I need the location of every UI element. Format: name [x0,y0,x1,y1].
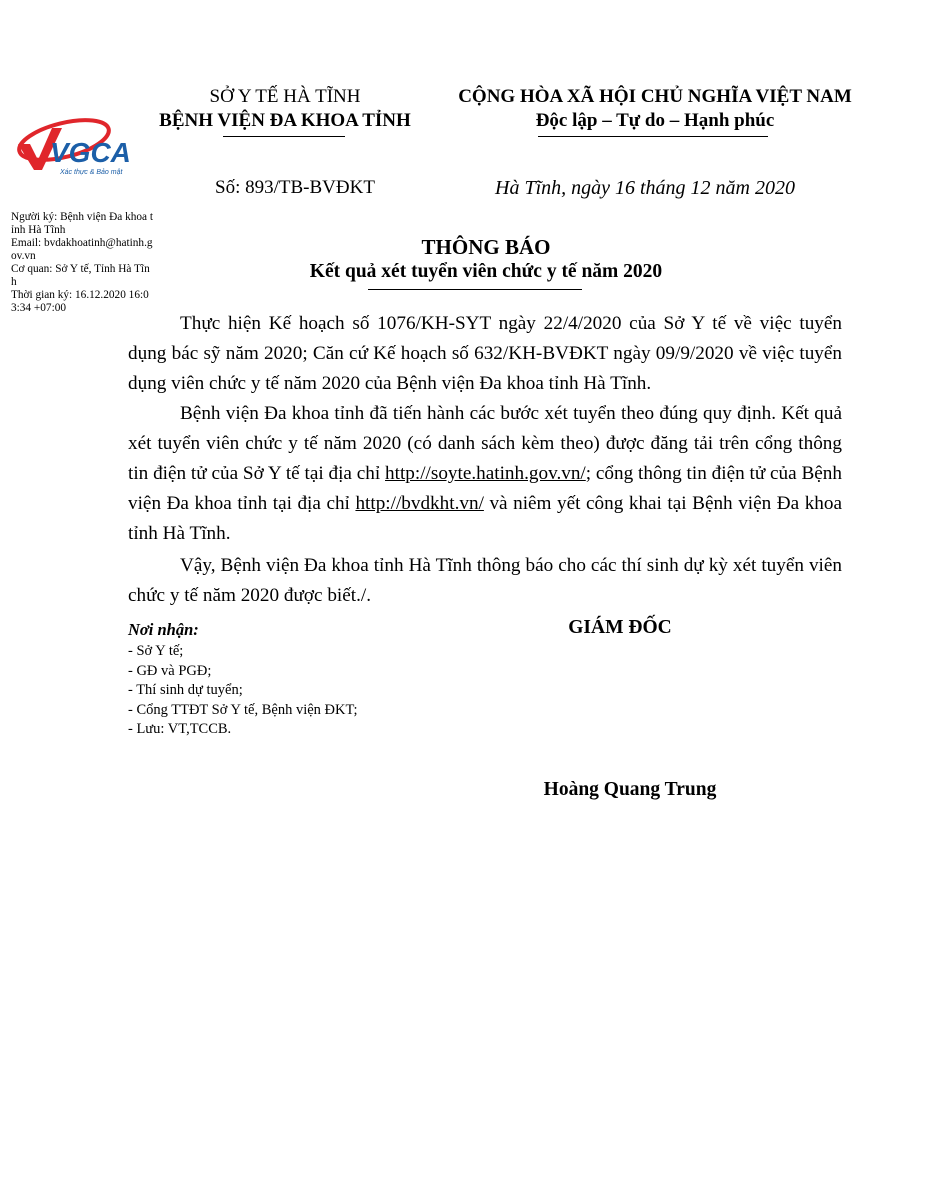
body-text: ; cổng thông tin điện tử của Bệnh viện Đa khoa tỉnh tại địa chỉ [128,463,842,514]
document-number: Số: 893/TB-BVĐKT [215,177,375,198]
signer-line: Người ký: Bệnh viện Đa khoa tỉnh Hà Tĩnh [11,211,153,236]
agency-parent: SỞ Y TẾ HÀ TĨNH [209,86,361,107]
signer-agency: Cơ quan: Sở Y tế, Tỉnh Hà Tĩnh [11,263,150,288]
logo-text: VGCA [50,137,131,168]
national-motto: Độc lập – Tự do – Hạnh phúc [535,110,775,131]
body-paragraph-1: Thực hiện Kế hoạch số 1076/KH-SYT ngày 22/4/2020 của Sở Y tế về việc tuyển dụng bác sỹ năm 2020; Căn cứ Kế hoạch số 632/KH-BVĐKT ngày 09/9/2020 về việc tuyển dụng viên chức y tế năm 2020 của Bệnh viện Đa khoa tỉnh Hà Tĩnh. [128,313,842,394]
recipients-title: Nơi nhận: [128,620,199,639]
signer-name: Hoàng Quang Trung [543,779,717,800]
logo-tagline: Xác thực & Bảo mật [60,169,123,176]
signer-position: GIÁM ĐỐC [568,617,672,638]
national-title: CỘNG HÒA XÃ HỘI CHỦ NGHĨA VIỆT NAM [458,86,852,107]
agency-underline [223,136,345,137]
document-date: Hà Tĩnh, ngày 16 tháng 12 năm 2020 [495,177,795,199]
vgca-logo-icon [12,116,148,178]
soyte-link[interactable]: http://soyte.hatinh.gov.vn/ [385,463,586,484]
subtitle-underline [368,289,582,290]
list-item: - Thí sinh dự tuyển; [128,682,243,699]
signer-time: Thời gian ký: 16.12.2020 16:03:34 +07:00 [11,289,149,314]
agency-name: BỆNH VIỆN ĐA KHOA TỈNH [159,110,411,131]
body-text: và niêm yết công khai tại Bệnh viện Đa khoa tỉnh Hà Tĩnh. [128,493,842,544]
body-text: Bệnh viện Đa khoa tỉnh đã tiến hành các bước xét tuyển theo đúng quy định. Kết quả xét tuyển viên chức y tế năm 2020 (có danh sách kèm theo) được đăng tải trên cổng thông tin điện tử của Sở Y tế tại địa chỉ [128,403,842,484]
body-paragraph-2 [128,399,842,549]
body-paragraph-3: Vậy, Bệnh viện Đa khoa tỉnh Hà Tĩnh thông báo cho các thí sinh dự kỳ xét tuyển viên chức y tế năm 2020 được biết./. [128,555,842,606]
bvdkht-link[interactable]: http://bvdkht.vn/ [355,493,484,514]
signer-email: Email: bvdakhoatinh@hatinh.gov.vn [11,237,153,262]
list-item: - Cổng TTĐT Sở Y tế, Bệnh viện ĐKT; [128,701,358,718]
list-item: - GĐ và PGĐ; [128,662,212,679]
list-item: - Lưu: VT,TCCB. [128,721,232,738]
motto-underline [538,136,768,137]
document-subtitle: Kết quả xét tuyển viên chức y tế năm 2020 [309,261,663,282]
document-title: THÔNG BÁO [421,235,551,259]
list-item: - Sở Y tế; [128,643,184,659]
recipients-list [128,642,358,740]
